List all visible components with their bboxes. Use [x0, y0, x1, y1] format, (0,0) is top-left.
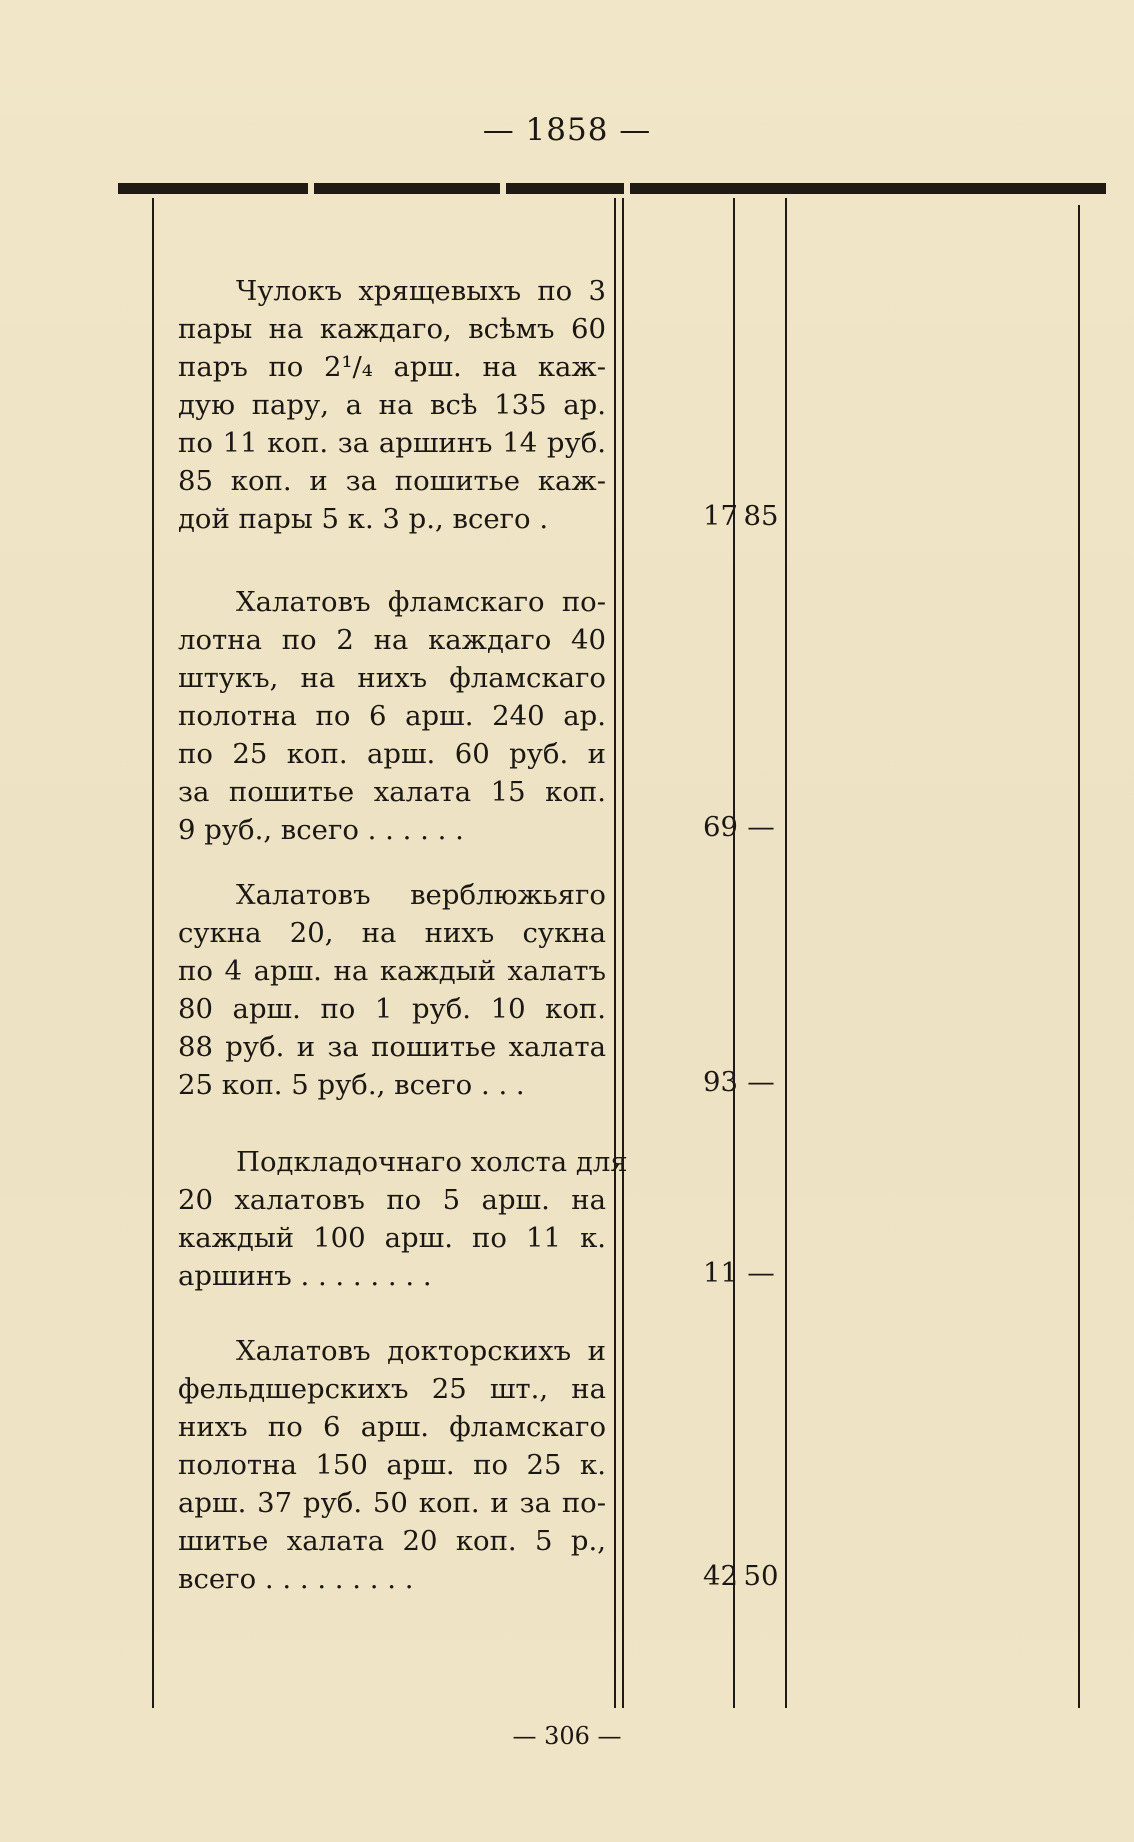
amount-rubles: 93 [703, 1066, 738, 1098]
entry-line: аршинъ . . . . . . . . [178, 1260, 432, 1292]
amount-rubles: 17 [703, 500, 738, 532]
entry-line: по 4 арш. на каждый халатъ [178, 955, 606, 987]
ledger-entry [178, 1332, 606, 1598]
entry-line: 85 коп. и за пошитье каж- [178, 465, 606, 497]
column-rule-text [614, 198, 616, 1708]
amount-rubles: 11 [703, 1257, 738, 1289]
right-rule [1078, 205, 1080, 1708]
amount-kopecks: — [747, 811, 775, 843]
entry-line: Халатовъ докторскихъ и [236, 1335, 606, 1367]
ledger-entry [178, 583, 606, 849]
entry-line: полотна 150 арш. по 25 к. [178, 1449, 606, 1481]
entry-line: всего . . . . . . . . . [178, 1563, 414, 1595]
entry-line: Чулокъ хрящевыхъ по 3 [236, 275, 606, 307]
ledger-entry [178, 272, 606, 538]
entry-line: Халатовъ верблюжьяго [236, 879, 606, 911]
column-rule-rub [733, 198, 735, 1708]
page-number: — 306 — [512, 1722, 622, 1750]
amount-rubles: 69 [703, 811, 738, 843]
entry-line: шитье халата 20 коп. 5 р., [178, 1525, 606, 1557]
entry-line: полотна по 6 арш. 240 ар. [178, 700, 606, 732]
entry-line: дую пару, а на всѣ 135 ар. [178, 389, 606, 421]
amount-rubles: 42 [703, 1560, 738, 1592]
top-rule [118, 183, 1108, 194]
ledger-entry [178, 1143, 628, 1295]
entry-line: по 11 коп. за аршинъ 14 руб. [178, 427, 606, 459]
entry-line: 20 халатовъ по 5 арш. на [178, 1184, 606, 1216]
entry-line: за пошитье халата 15 коп. [178, 776, 606, 808]
entry-line: 25 коп. 5 руб., всего . . . [178, 1069, 525, 1101]
entry-line: сукна 20, на нихъ сукна [178, 917, 606, 949]
amount-kopecks: — [747, 1257, 775, 1289]
page-header: — 1858 — [482, 112, 652, 148]
amount-kopecks: 50 [743, 1560, 779, 1592]
entry-line: нихъ по 6 арш. фламскаго [178, 1411, 606, 1443]
entry-line: арш. 37 руб. 50 коп. и за по- [178, 1487, 606, 1519]
entry-line: пары на каждаго, всѣмъ 60 [178, 313, 606, 345]
left-rule [152, 198, 154, 1708]
column-rule-kop [785, 198, 787, 1708]
column-rule-text-inner [622, 198, 624, 1708]
entry-line: дой пары 5 к. 3 р., всего . [178, 503, 549, 535]
entry-line: 80 арш. по 1 руб. 10 коп. [178, 993, 606, 1025]
entry-line: каждый 100 арш. по 11 к. [178, 1222, 606, 1254]
amount-kopecks: — [747, 1066, 775, 1098]
entry-line: штукъ, на нихъ фламскаго [178, 662, 606, 694]
entry-line: фельдшерскихъ 25 шт., на [178, 1373, 606, 1405]
entry-line: Подкладочнаго холста для [236, 1146, 628, 1178]
entry-line: 88 руб. и за пошитье халата [178, 1031, 606, 1063]
entry-line: паръ по 2¹/₄ арш. на каж- [178, 351, 606, 383]
ledger-entry [178, 876, 606, 1104]
amount-kopecks: 85 [743, 500, 779, 532]
entry-line: Халатовъ фламскаго по- [236, 586, 606, 618]
entry-line: по 25 коп. арш. 60 руб. и [178, 738, 606, 770]
entry-line: лотна по 2 на каждаго 40 [178, 624, 606, 656]
entry-line: 9 руб., всего . . . . . . [178, 814, 464, 846]
